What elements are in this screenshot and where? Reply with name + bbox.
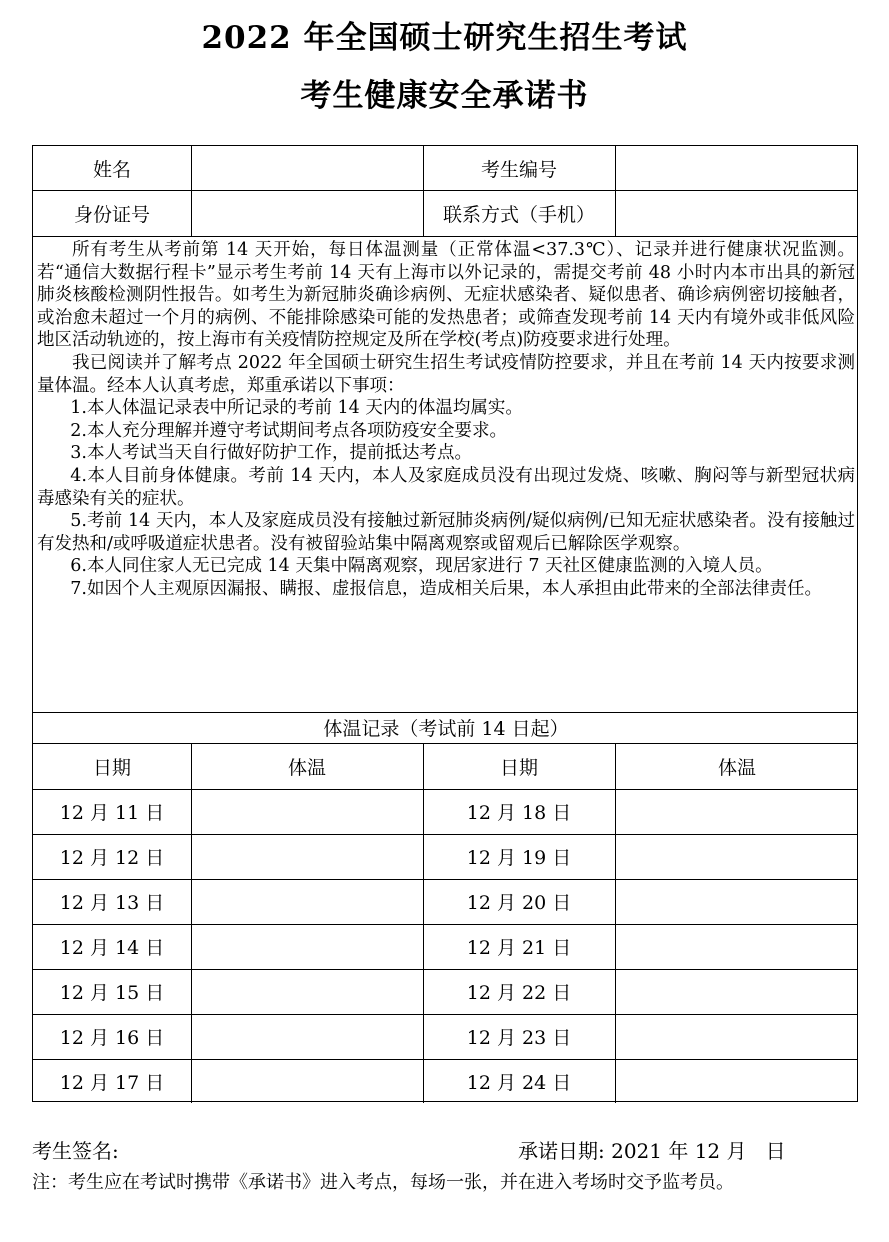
commitment-form-table bbox=[32, 145, 858, 1102]
exam-id-label: 考生编号 bbox=[480, 158, 557, 181]
temperature-input[interactable] bbox=[191, 1014, 423, 1059]
id-card-field[interactable] bbox=[191, 190, 423, 236]
date-cell: 12 月 22 日 bbox=[466, 982, 572, 1004]
document-title-line1: 2022 年全国硕士研究生招生考试 bbox=[201, 20, 688, 56]
temperature-input[interactable] bbox=[615, 879, 859, 924]
row-divider bbox=[33, 236, 857, 237]
commitment-item: 5.考前 14 天内，本人及家庭成员没有接触过新冠肺炎病例/疑似病例/已知无症状感染者。没有接触过有发热和/或呼吸道症状患者。没有被留验站集中隔离观察或留观后已解除医学观察。 bbox=[37, 511, 855, 554]
temperature-input[interactable] bbox=[615, 969, 859, 1014]
name-label: 姓名 bbox=[92, 158, 131, 181]
date-cell: 12 月 21 日 bbox=[466, 937, 572, 959]
date-cell: 12 月 17 日 bbox=[59, 1071, 165, 1094]
commitment-item: 2.本人充分理解并遵守考试期间考点各项防疫安全要求。 bbox=[70, 420, 507, 441]
date-header: 日期 bbox=[499, 756, 538, 779]
exam-id-field[interactable] bbox=[615, 146, 859, 190]
temperature-input[interactable] bbox=[615, 1059, 859, 1103]
temperature-input[interactable] bbox=[191, 969, 423, 1014]
date-header: 日期 bbox=[92, 756, 131, 779]
temperature-input[interactable] bbox=[191, 924, 423, 969]
declaration-paragraph: 我已阅读并了解考点 2022 年全国硕士研究生招生考试疫情防控要求，并且在考前 14 天内按要求测量体温。经本人认真考虑，郑重承诺以下事项： bbox=[37, 352, 855, 396]
commitment-text bbox=[37, 239, 855, 601]
document-title-line2: 考生健康安全承诺书 bbox=[300, 78, 589, 114]
temperature-input[interactable] bbox=[191, 879, 423, 924]
date-cell: 12 月 16 日 bbox=[59, 1027, 165, 1049]
temperature-header: 体温 bbox=[287, 756, 326, 779]
date-cell: 12 月 12 日 bbox=[59, 847, 165, 869]
phone-field[interactable] bbox=[615, 190, 859, 236]
footnote: 注：考生应在考试时携带《承诺书》进入考点，每场一张，并在进入考场时交予监考员。 bbox=[32, 1172, 734, 1193]
commitment-item: 4.本人目前身体健康。考前 14 天内，本人及家庭成员没有出现过发烧、咳嗽、胸闷等与新型冠状病毒感染有关的症状。 bbox=[37, 465, 855, 509]
date-cell: 12 月 15 日 bbox=[59, 982, 165, 1004]
date-cell: 12 月 23 日 bbox=[466, 1027, 572, 1049]
signature-label: 考生签名: bbox=[32, 1139, 119, 1163]
id-card-label: 身份证号 bbox=[73, 203, 150, 226]
temperature-header: 体温 bbox=[717, 756, 756, 779]
temperature-input[interactable] bbox=[191, 834, 423, 879]
date-cell: 12 月 19 日 bbox=[466, 847, 572, 869]
temperature-input[interactable] bbox=[615, 1014, 859, 1059]
commitment-item: 1.本人体温记录表中所记录的考前 14 天内的体温均属实。 bbox=[70, 398, 523, 419]
date-cell: 12 月 18 日 bbox=[466, 802, 572, 824]
temperature-input[interactable] bbox=[191, 1059, 423, 1103]
commitment-date-label: 承诺日期: 2021 年 12 月 日 bbox=[518, 1139, 786, 1163]
policy-paragraph: 所有考生从考前第 14 天开始，每日体温测量（正常体温<37.3℃）、记录并进行健康状况监测。若“通信大数据行程卡”显示考生考前 14 天有上海市以外记录的，需提交考前 48 小时内本市出具的新冠肺炎核酸检测阴性报告。如考生为新冠肺炎确诊病例、无症状感染者、疑似患者、确诊病例密切接触者，或治愈未超过一个月的病例、不能排除感染可能的发热患者；或筛查发现考前 14 天内有境外或非低风险地区活动轨迹的，按上海市有关疫情防控规定及所在学校(考点)防疫要求进行处理。 bbox=[37, 240, 855, 351]
commitment-item: 3.本人考试当天自行做好防护工作，提前抵达考点。 bbox=[70, 443, 472, 464]
temperature-input[interactable] bbox=[191, 789, 423, 834]
temperature-input[interactable] bbox=[615, 834, 859, 879]
commitment-item: 7.如因个人主观原因漏报、瞒报、虚报信息，造成相关后果，本人承担由此带来的全部法律责任。 bbox=[70, 578, 822, 599]
date-cell: 12 月 11 日 bbox=[59, 802, 165, 824]
date-cell: 12 月 13 日 bbox=[59, 892, 165, 914]
date-cell: 12 月 24 日 bbox=[466, 1071, 572, 1094]
temperature-input[interactable] bbox=[615, 924, 859, 969]
name-field[interactable] bbox=[191, 146, 423, 190]
temperature-table-title: 体温记录（考试前 14 日起） bbox=[323, 718, 569, 740]
date-cell: 12 月 20 日 bbox=[466, 892, 572, 914]
phone-label: 联系方式（手机） bbox=[442, 203, 595, 226]
date-cell: 12 月 14 日 bbox=[59, 937, 165, 959]
commitment-item: 6.本人同住家人无已完成 14 天集中隔离观察，现居家进行 7 天社区健康监测的入境人员。 bbox=[70, 556, 773, 577]
temperature-input[interactable] bbox=[615, 789, 859, 834]
